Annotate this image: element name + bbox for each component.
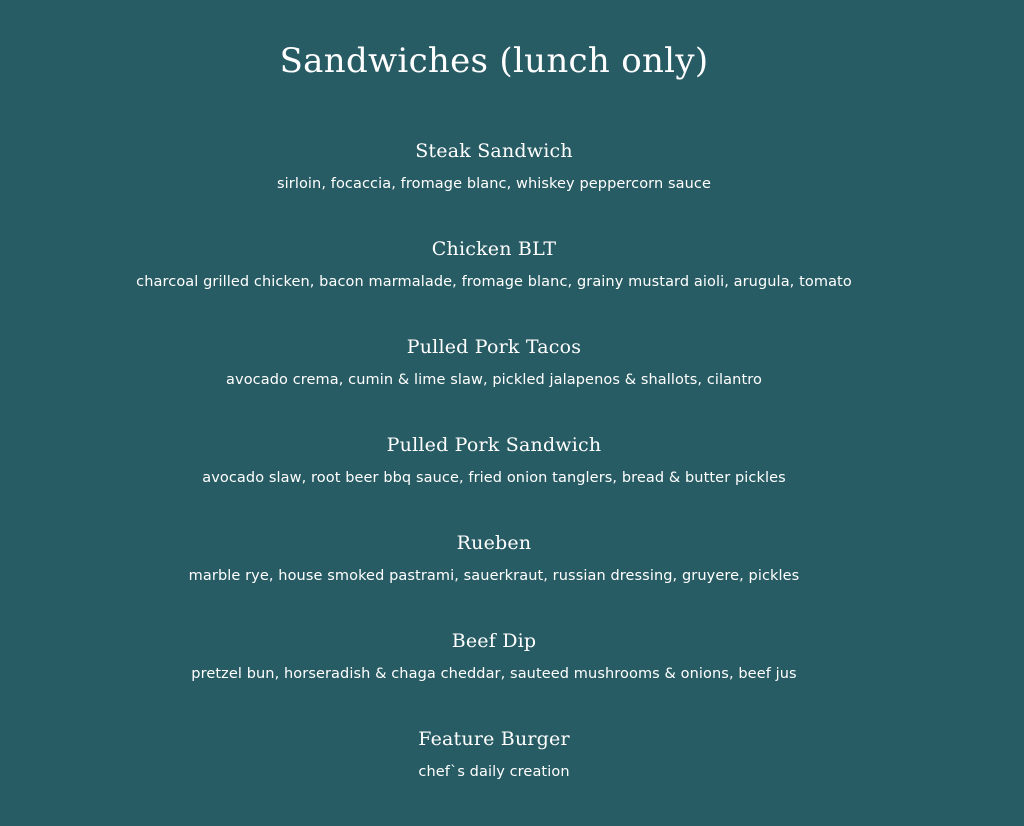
menu-item xyxy=(0,334,988,390)
menu-item-name: Pulled Pork Tacos xyxy=(406,336,582,358)
menu-item-name: Chicken BLT xyxy=(431,238,557,260)
menu-item xyxy=(0,138,988,194)
menu-item-description: charcoal grilled chicken, bacon marmalade, fromage blanc, grainy mustard aioli, arugula, tomato xyxy=(136,274,852,290)
menu-item-name: Beef Dip xyxy=(451,630,537,652)
menu-item xyxy=(0,726,988,782)
menu-item-description: pretzel bun, horseradish & chaga cheddar, sauteed mushrooms & onions, beef jus xyxy=(191,666,797,682)
section-title: Sandwiches (lunch only) xyxy=(279,41,709,81)
menu-item-description: avocado crema, cumin & lime slaw, pickled jalapenos & shallots, cilantro xyxy=(226,372,762,388)
menu-item-name: Rueben xyxy=(456,532,532,554)
menu-item-description: avocado slaw, root beer bbq sauce, fried onion tanglers, bread & butter pickles xyxy=(202,470,786,486)
menu-item xyxy=(0,530,988,586)
menu-item xyxy=(0,432,988,488)
menu-item-name: Feature Burger xyxy=(418,728,570,750)
menu-item-name: Pulled Pork Sandwich xyxy=(386,434,602,456)
menu-item xyxy=(0,628,988,684)
menu-item-description: chef`s daily creation xyxy=(418,764,570,780)
menu-item-name: Steak Sandwich xyxy=(415,140,573,162)
menu-item xyxy=(0,236,988,292)
menu-item-description: sirloin, focaccia, fromage blanc, whiskey peppercorn sauce xyxy=(276,176,712,192)
menu-item-description: marble rye, house smoked pastrami, sauerkraut, russian dressing, gruyere, pickles xyxy=(188,568,800,584)
